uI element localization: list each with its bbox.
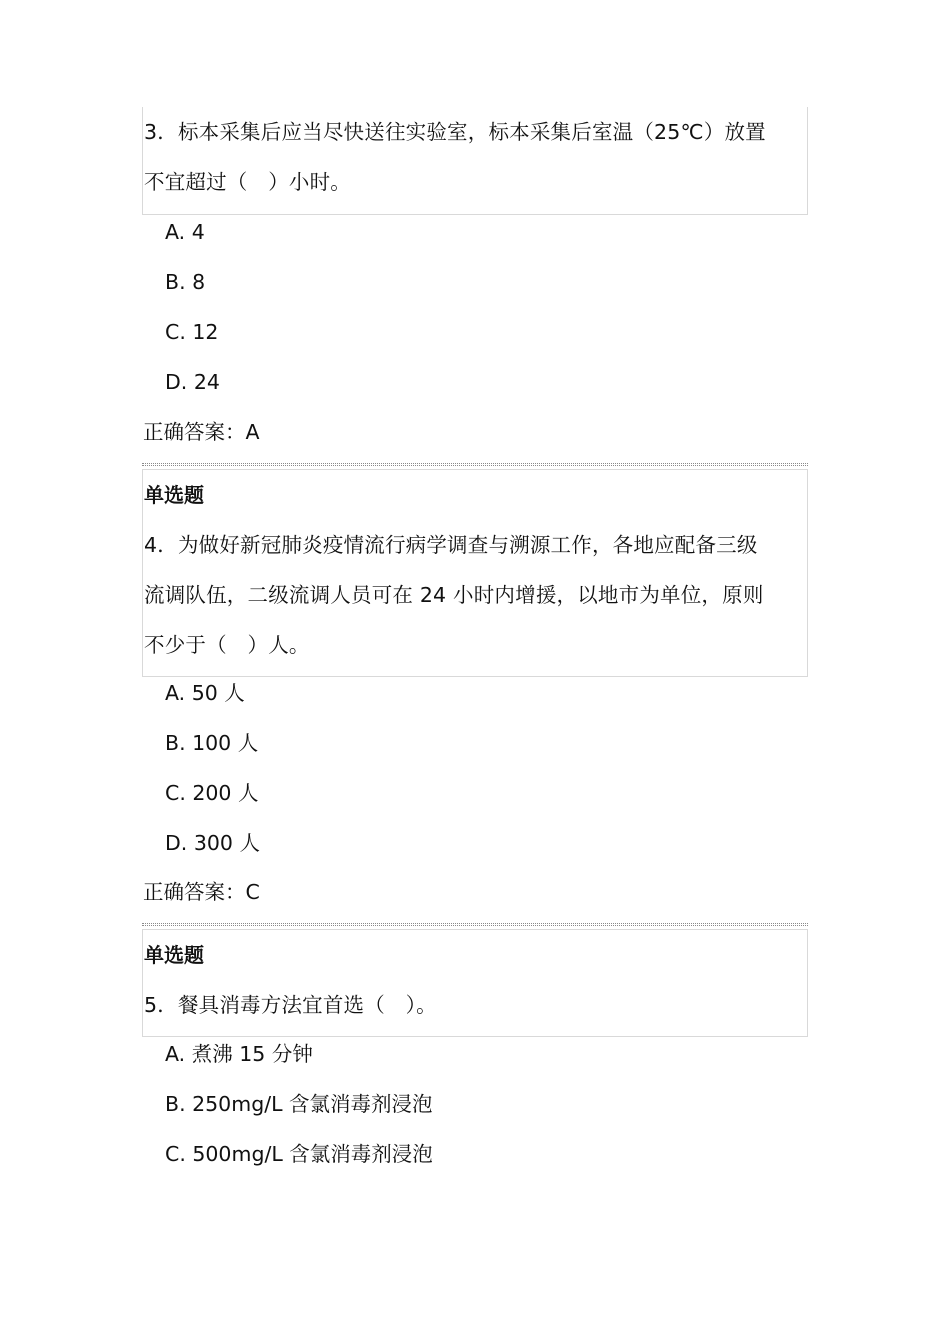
question-4-line-2: 流调队伍，二级流调人员可在 24 小时内增援，以地市为单位，原则	[144, 583, 764, 607]
question-4-option-b: B. 100 人	[165, 731, 259, 755]
question-3-line-2: 不宜超过（ ）小时。	[144, 170, 351, 194]
question-divider	[142, 463, 808, 466]
question-5-option-a: A. 煮沸 15 分钟	[165, 1042, 313, 1066]
question-5-type: 单选题	[144, 943, 204, 967]
question-4-line-3: 不少于（ ）人。	[144, 633, 310, 657]
question-4-type: 单选题	[144, 483, 204, 507]
question-4-box	[142, 469, 808, 677]
question-5-line-1: 5．餐具消毒方法宜首选（ ）。	[144, 993, 437, 1017]
question-4-answer: 正确答案：C	[143, 880, 260, 904]
question-4-option-d: D. 300 人	[165, 831, 260, 855]
question-3-box	[142, 107, 808, 215]
question-3-text	[143, 107, 807, 207]
question-4-option-c: C. 200 人	[165, 781, 259, 805]
question-3-answer: 正确答案：A	[143, 420, 260, 444]
question-3-option-c: C. 12	[165, 320, 219, 344]
question-4-text	[143, 520, 807, 670]
question-3-option-b: B. 8	[165, 270, 206, 294]
question-3-line-1: 3．标本采集后应当尽快送往实验室，标本采集后室温（25℃）放置	[144, 120, 766, 144]
question-5-option-c: C. 500mg/L 含氯消毒剂浸泡	[165, 1142, 433, 1166]
question-3-option-d: D. 24	[165, 370, 220, 394]
question-4-line-1: 4．为做好新冠肺炎疫情流行病学调查与溯源工作，各地应配备三级	[144, 533, 758, 557]
question-5-box	[142, 929, 808, 1037]
question-5-option-b: B. 250mg/L 含氯消毒剂浸泡	[165, 1092, 433, 1116]
question-divider	[142, 923, 808, 926]
question-3-option-a: A. 4	[165, 220, 205, 244]
question-5-text	[143, 980, 807, 1030]
question-4-option-a: A. 50 人	[165, 681, 245, 705]
